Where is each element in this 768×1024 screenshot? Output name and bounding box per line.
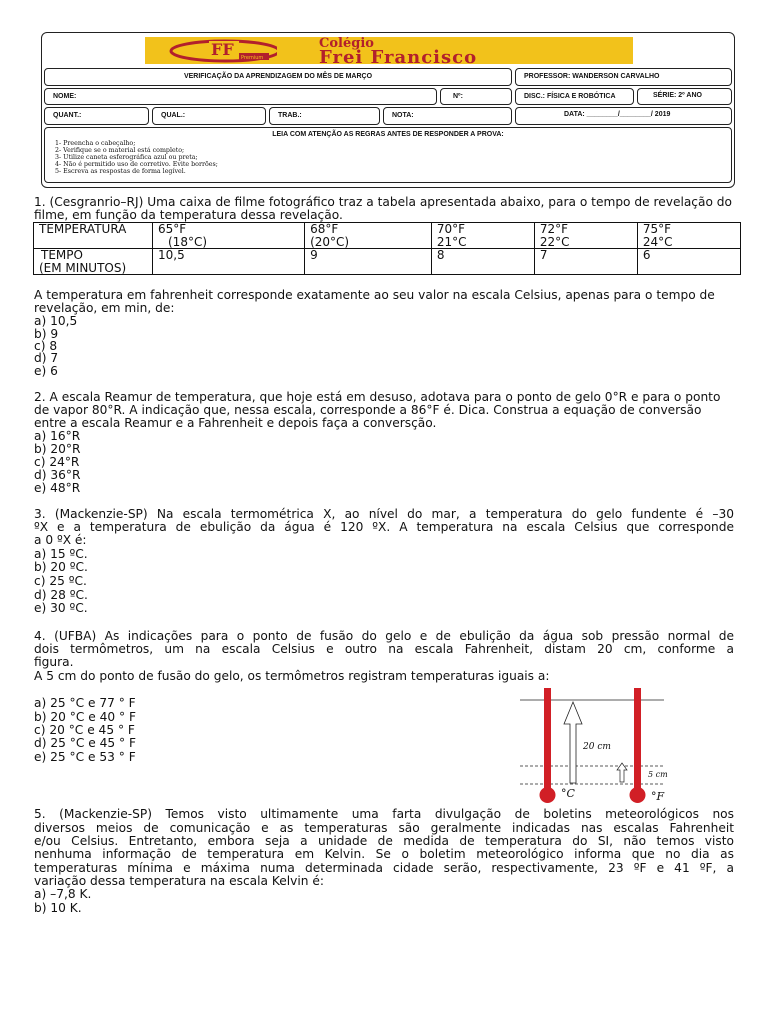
- table-row: [34, 249, 741, 275]
- q4-line: A 5 cm do ponto de fusão do gelo, os termômetros registram temperaturas iguais a:: [34, 669, 550, 683]
- table-cell: [34, 249, 153, 275]
- cell-value: (18°C): [168, 234, 208, 249]
- q4-option: c) 20 °C e 45 ° F: [34, 723, 135, 737]
- quant-field[interactable]: QUANT.:: [44, 107, 149, 125]
- rule-item: 5- Escreva as respostas de forma legível.: [55, 168, 186, 175]
- cell-value: 75°F: [642, 222, 672, 236]
- q4-line: figura.: [34, 655, 74, 669]
- rule-item: 3- Utilize caneta esferográfica azul ou preta;: [55, 154, 198, 161]
- thermometers-figure: [520, 688, 670, 808]
- q4-line: 4. (UFBA) As indicações para o ponto de fusão do gelo e de ebulição da água sob pressão normal de: [34, 629, 734, 643]
- q3-option: e) 30 ºC.: [34, 601, 88, 615]
- rule-item: 2- Verifique se o material está completo;: [55, 147, 185, 154]
- q5-line: e/ou Celsius. Entretanto, embora seja a unidade de medida de temperatura do SI, não temos visto: [34, 834, 734, 848]
- cell-value: 72°F: [539, 222, 569, 236]
- table-cell: [534, 223, 637, 249]
- fahrenheit-thermometer-bulb: [630, 787, 646, 803]
- q1-option: a) 10,5: [34, 314, 78, 328]
- q4-option: b) 20 °C e 40 ° F: [34, 710, 136, 724]
- q4-option: a) 25 °C e 77 ° F: [34, 696, 136, 710]
- cell-value: 21°C: [436, 234, 467, 249]
- table-cell: [153, 223, 305, 249]
- svg-text:FF: FF: [211, 40, 234, 59]
- q1-line: filme, em função da temperatura dessa revelação.: [34, 208, 343, 222]
- table-cell: [34, 223, 153, 249]
- q4-option: d) 25 °C e 45 ° F: [34, 736, 136, 750]
- label-20cm: 20 cm: [583, 742, 611, 752]
- rule-item: 4- Não é permitido uso de corretivo. Evite borrões;: [55, 161, 218, 168]
- q5-line: variação dessa temperatura na escala Kelvin é:: [34, 874, 324, 888]
- cell-value: 24°C: [642, 234, 673, 249]
- grade-field: SÉRIE: 2º ANO: [637, 88, 732, 105]
- q3-line: 3. (Mackenzie-SP) Na escala termométrica X, ao nível do mar, a temperatura do gelo fundente é –30: [34, 507, 734, 521]
- table-header-time-unit: (EM MINUTOS): [39, 260, 127, 275]
- q1-option: b) 9: [34, 327, 59, 341]
- logo-line1: Colégio: [319, 37, 374, 51]
- discipline-field: DISC.: FÍSICA E ROBÓTICA: [515, 88, 634, 105]
- q5-option: b) 10 K.: [34, 901, 82, 915]
- q2-line: de vapor 80°R. A indicação que, nessa escala, corresponde a 86°F é. Dica. Construa a equação de conversão: [34, 403, 702, 417]
- school-logo: [145, 37, 633, 64]
- table-row: [34, 223, 741, 249]
- q5-option: a) –7,8 K.: [34, 887, 92, 901]
- logo-emblem-text: Premium: [241, 55, 264, 61]
- celsius-thermometer-bulb: [540, 787, 556, 803]
- professor-field: PROFESSOR: WANDERSON CARVALHO: [515, 68, 732, 86]
- rules-title: LEIA COM ATENÇÃO AS REGRAS ANTES DE RESPONDER A PROVA:: [272, 131, 504, 138]
- q1-option: c) 8: [34, 339, 58, 353]
- trab-field[interactable]: TRAB.:: [269, 107, 380, 125]
- q1-table: [33, 222, 741, 275]
- q1-option: d) 7: [34, 351, 59, 365]
- cell-value: 65°F: [158, 222, 187, 236]
- name-field[interactable]: NOME:: [44, 88, 437, 105]
- celsius-thermometer-tube: [544, 688, 551, 788]
- number-field[interactable]: Nº:: [440, 88, 512, 105]
- q5-line: 5. (Mackenzie-SP) Temos visto ultimamente uma farta divulgação de boletins meteorológicos nos: [34, 807, 734, 821]
- q1-stem: revelação, em min, de:: [34, 301, 175, 315]
- table-cell: 8: [431, 249, 534, 275]
- q3-option: c) 25 ºC.: [34, 574, 87, 588]
- q1-option: e) 6: [34, 364, 58, 378]
- table-header-temperature: TEMPERATURA: [39, 222, 127, 236]
- q3-line: ºX e a temperatura de ebulição da água é 120 ºX. A temperatura na escala Celsius que corresponde: [34, 520, 734, 534]
- cell-value: 22°C: [539, 234, 570, 249]
- cell-value: (20°C): [310, 234, 350, 249]
- logo-line2: Frei Francisco: [319, 47, 478, 64]
- q3-option: a) 15 ºC.: [34, 547, 88, 561]
- grade-score-field[interactable]: NOTA:: [383, 107, 512, 125]
- table-cell: [637, 223, 740, 249]
- q1-stem: A temperatura em fahrenheit corresponde exatamente ao seu valor na escala Celsius, apenas para o tempo de: [34, 288, 715, 302]
- q2-option: e) 48°R: [34, 481, 81, 495]
- q4-option: e) 25 °C e 53 ° F: [34, 750, 136, 764]
- q4-line: dois termômetros, um na escala Celsius e outro na escala Fahrenheit, distam 20 cm, conforme a: [34, 642, 734, 656]
- label-celsius: °C: [561, 787, 575, 800]
- table-cell: 10,5: [153, 249, 305, 275]
- q5-line: temperaturas mínima e máxima numa determinada cidade serão, respectivamente, 23 ºF e 41 ºF, a: [34, 861, 734, 875]
- table-cell: [431, 223, 534, 249]
- qual-field[interactable]: QUAL.:: [152, 107, 266, 125]
- q2-option: a) 16°R: [34, 429, 81, 443]
- table-header-time: TEMPO: [41, 248, 83, 262]
- label-5cm: 5 cm: [648, 770, 668, 779]
- q2-option: b) 20°R: [34, 442, 81, 456]
- q3-line: a 0 ºX é:: [34, 533, 87, 547]
- cell-value: 68°F: [310, 222, 339, 236]
- rule-item: 1- Preencha o cabeçalho;: [55, 140, 136, 147]
- school-emblem-icon: [165, 38, 277, 63]
- table-cell: 6: [637, 249, 740, 275]
- rules-box: [44, 127, 732, 183]
- q2-line: 2. A escala Reamur de temperatura, que hoje está em desuso, adotava para o ponto de gelo 0°R e para o ponto: [34, 390, 721, 404]
- table-cell: [305, 223, 432, 249]
- q2-line: entre a escala Reamur e a Fahrenheit e depois faça a conversção.: [34, 416, 437, 430]
- q2-option: d) 36°R: [34, 468, 81, 482]
- q1-line: 1. (Cesgranrio–RJ) Uma caixa de filme fotográfico traz a tabela apresentada abaixo, para o tempo de revelação do: [34, 195, 732, 209]
- q5-line: diversos meios de comunicação e as temperaturas são geralmente indicadas nas escalas Fahrenheit: [34, 821, 734, 835]
- table-cell: 9: [305, 249, 432, 275]
- q3-option: d) 28 ºC.: [34, 588, 88, 602]
- date-field[interactable]: DATA: ________/________/ 2019: [515, 107, 732, 125]
- fahrenheit-thermometer-tube: [634, 688, 641, 788]
- q5-line: nenhuma informação de temperatura em Kelvin. Se o boletim meteorológico informa que no dia as: [34, 847, 734, 861]
- q3-option: b) 20 ºC.: [34, 560, 88, 574]
- label-fahrenheit: °F: [651, 790, 665, 803]
- exam-title: VERIFICAÇÃO DA APRENDIZAGEM DO MÊS DE MARÇO: [44, 68, 512, 86]
- table-cell: 7: [534, 249, 637, 275]
- twenty-cm-arrow-icon: [564, 702, 582, 783]
- cell-value: 70°F: [436, 222, 466, 236]
- q2-option: c) 24°R: [34, 455, 80, 469]
